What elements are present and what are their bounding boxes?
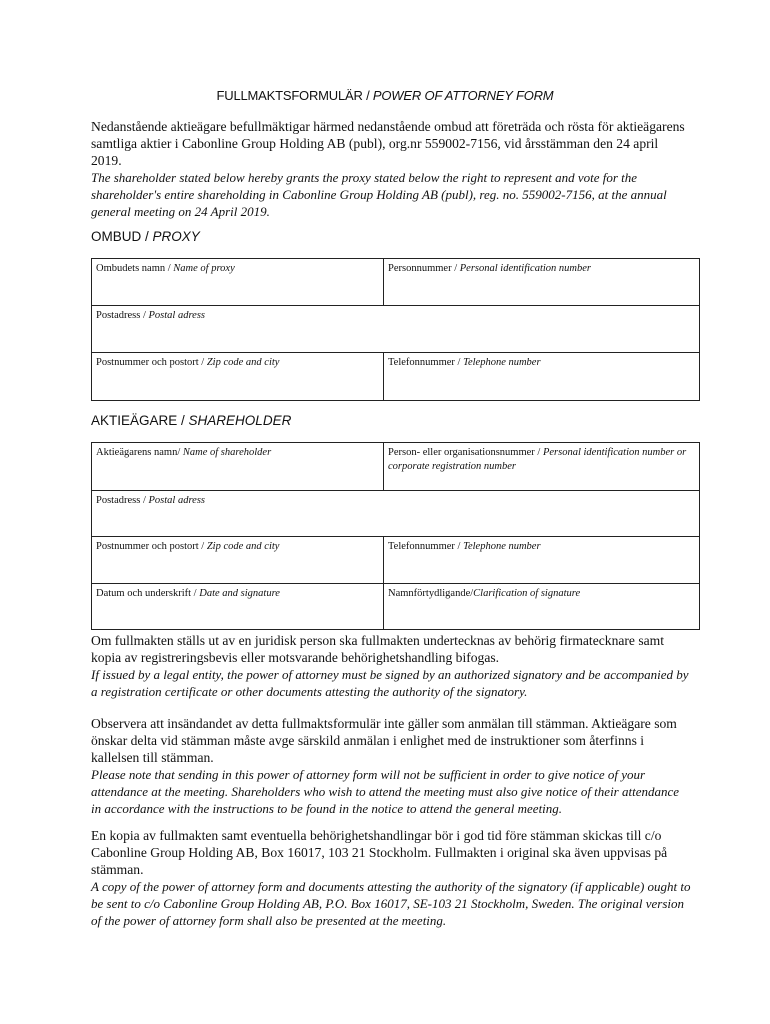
legal-entity-note-english: If issued by a legal entity, the power of attorney must be signed by an authorized signatory and be accompanied by a registration certificate or other documents attesting the authority of the signatory.	[91, 667, 689, 699]
shareholder-postal-address-field[interactable]	[92, 491, 700, 537]
shareholder-form-table	[91, 442, 700, 630]
shareholder-heading-english: SHAREHOLDER	[188, 413, 292, 428]
proxy-postcode-city-field[interactable]	[92, 353, 384, 401]
proxy-name-field[interactable]	[92, 259, 384, 306]
shareholder-clarification-label: Namnförtydligande/	[388, 588, 474, 599]
proxy-personal-id-label: Personnummer /	[388, 263, 460, 274]
proxy-postcode-city-label: Postnummer och postort /	[96, 357, 207, 368]
shareholder-telephone-field[interactable]	[384, 537, 700, 584]
intro-swedish: Nedanstående aktieägare befullmäktigar härmed nedanstående ombud att företräda och rösta för aktieägarens samtliga aktier i Cabonline Group Holding AB (publ), org.nr 559002-7156, vid årsstämman den 24 april 2019.	[91, 119, 685, 168]
proxy-postal-address-field[interactable]	[92, 306, 700, 353]
shareholder-name-label-en: Name of shareholder	[182, 447, 272, 458]
proxy-heading-english: PROXY	[152, 229, 200, 244]
title-english: POWER OF ATTORNEY FORM	[372, 88, 554, 103]
shareholder-date-signature-label: Datum och underskrift /	[96, 588, 200, 599]
page-title	[0, 88, 770, 103]
proxy-heading-swedish: OMBUD /	[91, 229, 149, 244]
attendance-note-english: Please note that sending in this power of attorney form will not be sufficient in order to give notice of your attendance at the meeting. Shareholders who wish to attend the meeting must also give notice of their attendance in accordance with the instructions to be found in the notice to attend the general meeting.	[91, 767, 680, 816]
intro-english: The shareholder stated below hereby grants the proxy stated below the right to represent and vote for the shareholder's entire shareholding in Cabonline Group Holding AB (publ), reg. no. 559002-7156, at the annual general meeting on 24 April 2019.	[91, 170, 667, 219]
submission-note-english: A copy of the power of attorney form and documents attesting the authority of the signatory (if applicable) ought to be sent to c/o Cabonline Group Holding AB, P.O. Box 16017, SE-103 21 Stockholm, Sweden. The original version of the power of attorney form shall also be presented at the meeting.	[91, 879, 691, 928]
shareholder-org-id-label-en: Personal identification number or corporate registration number	[388, 447, 687, 472]
proxy-postcode-city-label-en: Zip code and city	[206, 357, 280, 368]
proxy-telephone-field[interactable]	[384, 353, 700, 401]
submission-note	[91, 827, 691, 929]
proxy-postal-address-label: Postadress /	[96, 310, 149, 321]
proxy-name-label: Ombudets namn /	[96, 263, 174, 274]
proxy-form-table	[91, 258, 700, 401]
shareholder-telephone-label-en: Telephone number	[463, 541, 541, 552]
title-swedish: FULLMAKTSFORMULÄR /	[216, 88, 370, 103]
shareholder-telephone-label: Telefonnummer /	[388, 541, 464, 552]
proxy-personal-id-field[interactable]	[384, 259, 700, 306]
proxy-name-label-en: Name of proxy	[173, 263, 235, 274]
shareholder-clarification-field[interactable]	[384, 584, 700, 630]
proxy-postal-address-label-en: Postal adress	[148, 310, 205, 321]
proxy-heading	[91, 229, 200, 244]
intro-paragraph	[91, 118, 691, 220]
shareholder-date-signature-label-en: Date and signature	[199, 588, 280, 599]
shareholder-postal-address-label: Postadress /	[96, 495, 149, 506]
shareholder-clarification-label-en: Clarification of signature	[473, 588, 581, 599]
attendance-note	[91, 715, 691, 817]
shareholder-postcode-city-label: Postnummer och postort /	[96, 541, 207, 552]
shareholder-name-label: Aktieägarens namn/	[96, 447, 183, 458]
attendance-note-swedish: Observera att insändandet av detta fullmaktsformulär inte gäller som anmälan till stämman. Aktieägare som önskar delta vid stämman måste avge särskild anmälan i enlighet med de instruktioner som återfinns i kallelsen till stämman.	[91, 716, 677, 765]
shareholder-postal-address-label-en: Postal adress	[148, 495, 205, 506]
shareholder-org-id-field[interactable]	[384, 443, 700, 491]
shareholder-postcode-city-field[interactable]	[92, 537, 384, 584]
shareholder-postcode-city-label-en: Zip code and city	[206, 541, 280, 552]
shareholder-org-id-label: Person- eller organisationsnummer /	[388, 447, 543, 458]
shareholder-date-signature-field[interactable]	[92, 584, 384, 630]
shareholder-heading	[91, 413, 291, 428]
shareholder-heading-swedish: AKTIEÄGARE /	[91, 413, 185, 428]
legal-entity-note	[91, 632, 691, 700]
proxy-personal-id-label-en: Personal identification number	[459, 263, 591, 274]
submission-note-swedish: En kopia av fullmakten samt eventuella behörighetshandlingar bör i god tid före stämman skickas till c/o Cabonline Group Holding AB, Box 16017, 103 21 Stockholm. Fullmakten i original ska även uppvisas på stämman.	[91, 828, 668, 877]
legal-entity-note-swedish: Om fullmakten ställs ut av en juridisk person ska fullmakten undertecknas av behörig firmatecknare samt kopia av registreringsbevis eller motsvarande behörighetshandling bifogas.	[91, 633, 665, 665]
proxy-telephone-label-en: Telephone number	[463, 357, 541, 368]
shareholder-name-field[interactable]	[92, 443, 384, 491]
proxy-telephone-label: Telefonnummer /	[388, 357, 464, 368]
